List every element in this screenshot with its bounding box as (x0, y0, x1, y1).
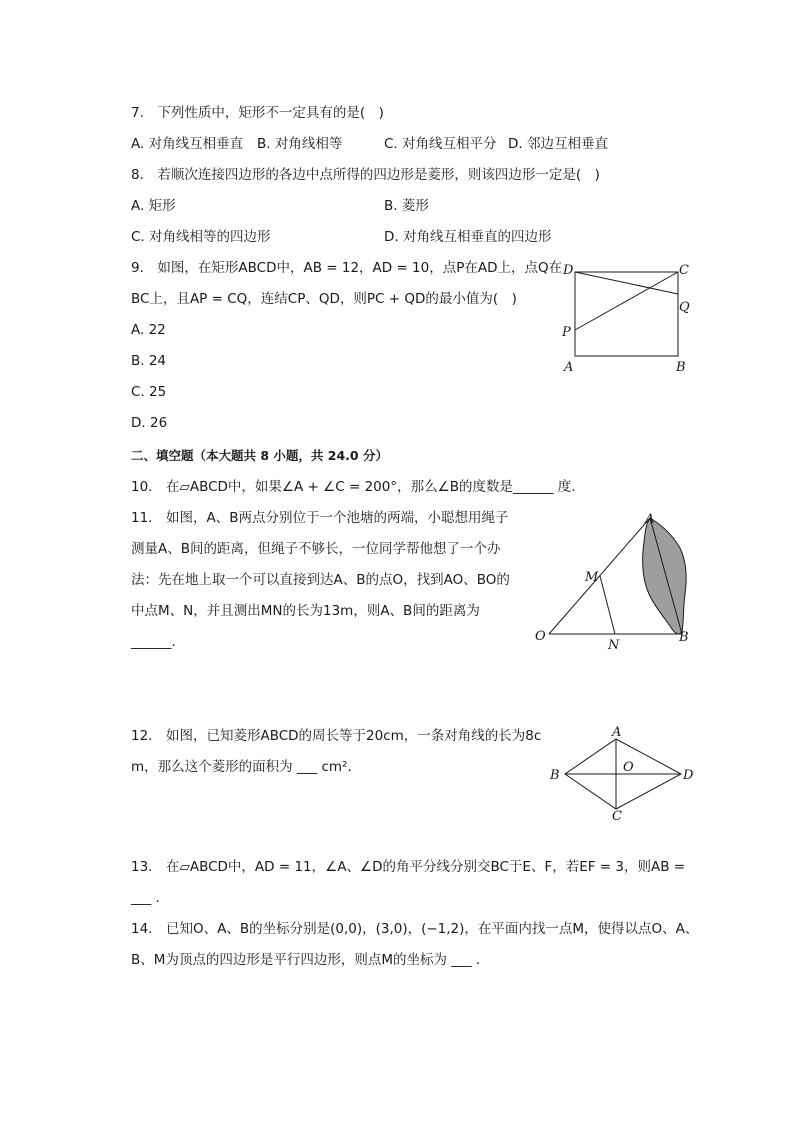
section-heading-fill-in: 二、填空题（本大题共 8 小题，共 24.0 分） (131, 448, 388, 463)
q9-rectangle-abcd (575, 272, 678, 356)
q10-stem: 10. 在▱ABCD中，如果∠A + ∠C = 200°，那么∠B的度数是______ 度. (131, 479, 576, 495)
q9-option-b: B. 24 (131, 353, 167, 369)
q9-stem-line1: 9. 如图，在矩形ABCD中，AB = 12，AD = 10，点P在AD上，点Q在 (131, 260, 563, 276)
q14-stem-line1: 14. 已知O、A、B的坐标分别是(0,0)，(3,0)，(−1,2)，在平面内找一点M，使得以点O、A、 (131, 921, 699, 937)
q7-option-d: D. 邻边互相垂直 (508, 136, 608, 152)
q11-stem-line3: 法：先在地上取一个可以直接到达A、B的点O，找到AO、BO的 (131, 572, 510, 588)
q9-label-d: D (563, 263, 574, 278)
q11-stem-line4: 中点M、N，并且测出MN的长为13m，则A、B间的距离为 (131, 603, 480, 619)
q9-label-q: Q (679, 300, 690, 315)
q7-option-c: C. 对角线互相平分 (384, 136, 497, 152)
q9-option-a: A. 22 (131, 322, 166, 338)
q8-option-b: B. 菱形 (384, 198, 429, 214)
q11-label-o: O (535, 629, 546, 644)
q12-label-b: B (550, 768, 560, 783)
q11-stem-line1: 11. 如图，A、B两点分别位于一个池塘的两端，小聪想用绳子 (131, 510, 509, 526)
q9-label-c: C (679, 263, 689, 278)
q8-option-a: A. 矩形 (131, 198, 176, 214)
q11-segment-mn (600, 576, 615, 634)
q11-segment-oa (549, 518, 650, 634)
q12-label-d: D (683, 768, 694, 783)
q12-stem-line1: 12. 如图，已知菱形ABCD的周长等于20cm，一条对角线的长为8c (131, 728, 542, 744)
q12-stem-line2: m，那么这个菱形的面积为 ___ cm². (131, 759, 352, 775)
q7-stem: 7. 下列性质中，矩形不一定具有的是( ) (131, 105, 384, 121)
q12-label-c: C (612, 809, 622, 824)
q11-pond-figure (532, 508, 702, 656)
q11-label-a: A (645, 512, 655, 527)
q8-option-c: C. 对角线相等的四边形 (131, 229, 271, 245)
q9-segment-dq (575, 272, 678, 294)
q9-label-p: P (562, 325, 571, 340)
q9-segment-pc (575, 272, 678, 330)
q7-option-b: B. 对角线相等 (257, 136, 343, 152)
q9-option-c: C. 25 (131, 384, 167, 400)
q9-option-d: D. 26 (131, 415, 168, 431)
q8-stem: 8. 若顺次连接四边形的各边中点所得的四边形是菱形，则该四边形一定是( ) (131, 167, 600, 183)
q11-stem-line2: 测量A、B间的距离，但绳子不够长，一位同学帮他想了一个办 (131, 541, 501, 557)
q9-rectangle-figure (555, 258, 705, 378)
q11-label-n: N (608, 638, 620, 653)
q8-option-d: D. 对角线互相垂直的四边形 (384, 229, 552, 245)
q12-label-o: O (623, 760, 634, 775)
q7-option-a: A. 对角线互相垂直 (131, 136, 244, 152)
q9-stem-line2: BC上，且AP = CQ，连结CP、QD，则PC + QD的最小值为( ) (131, 291, 517, 307)
q11-label-b: B (679, 630, 689, 645)
q13-stem-line2: ___ . (131, 890, 160, 906)
q9-label-b: B (676, 360, 686, 375)
q13-stem-line1: 13. 在▱ABCD中，AD = 11，∠A、∠D的角平分线分别交BC于E、F，若EF = 3，则AB = (131, 859, 686, 875)
q14-stem-line2: B、M为顶点的四边形是平行四边形，则点M的坐标为 ___ . (131, 952, 481, 968)
q12-rhombus-figure (546, 723, 706, 823)
q11-pond-shape (643, 518, 686, 634)
q11-label-m: M (585, 570, 599, 585)
q11-stem-line5: ______. (131, 634, 176, 650)
q12-label-a: A (612, 725, 622, 740)
q9-label-a: A (564, 360, 574, 375)
